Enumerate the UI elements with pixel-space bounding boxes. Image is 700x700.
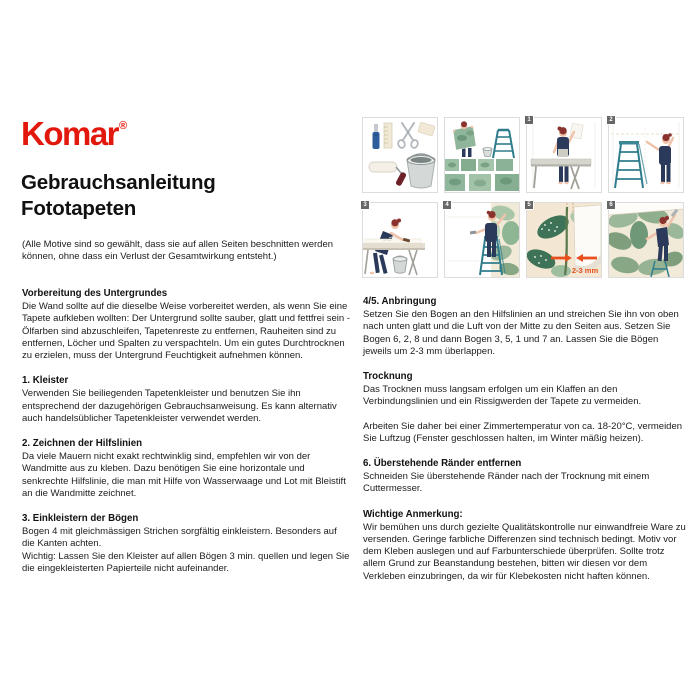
small-bucket-icon (483, 148, 492, 157)
section-paragraph: Arbeiten Sie daher bei einer Zimmertemperatur von ca. 18-20°C, vermeiden Sie Luftzug (Fenster geschlossen halten, im Winter mäßig heizen). (363, 420, 683, 444)
section-paragraph: Bogen 4 mit gleichmässigen Strichen sorgfältig einkleistern. Besonders auf die Kanten achten. (22, 526, 337, 550)
komar-logo-text: Komar (21, 115, 119, 152)
step-3-illustration (363, 203, 437, 277)
step-badge-1: 1 (525, 116, 533, 124)
section-einkleistern (22, 513, 350, 575)
section-title: 3. Einkleistern der Bögen (22, 513, 139, 525)
panel-layout-motif (444, 117, 520, 193)
section-raender-entfernen (363, 458, 687, 496)
panel-step-4-anbringen (444, 202, 520, 278)
section-hilfslinien (22, 438, 350, 500)
right-text-column (363, 296, 687, 583)
step-badge-6: 6 (607, 201, 615, 209)
registered-trademark: ® (119, 120, 128, 132)
panel-step-3-einkleistern (362, 202, 438, 278)
paste-bucket-icon (393, 256, 407, 273)
instruction-illustrations (362, 117, 684, 278)
section-title: 1. Kleister (22, 375, 69, 387)
panel-step-6-raender (608, 202, 684, 278)
bucket-icon (407, 154, 435, 188)
section-title: 6. Überstehende Ränder entfernen (363, 458, 522, 470)
step-badge-4: 4 (443, 201, 451, 209)
section-wichtige-anmerkung (363, 509, 687, 583)
section-paragraph: Das Trocknen muss langsam erfolgen um ein Klaffen an den Verbindungslinien und ein Rissigwerden der Tapete zu vermeiden. (363, 384, 642, 408)
intro-note: (Alle Motive sind so gewählt, dass sie auf allen Seiten beschnitten werden können, ohne dass ein Verlust der Gesamtwirkung entsteht.) (22, 239, 334, 263)
tools-illustration (363, 118, 437, 192)
section-paragraph: Setzen Sie den Bogen an den Hilfslinien an und streichen Sie ihn von oben nach unten glatt und die Luft von der Mitte zu den Seiten aus. Setzen Sie Bogen 6, 2, 8 und dann Bogen 3, 5, 1 und 7 an. Lassen Sie die Bögen jeweils um 2-3 mm überlappen. (363, 309, 679, 357)
step-badge-5: 5 (525, 201, 533, 209)
section-paragraph: Die Wand sollte auf die dieselbe Weise vorbereitet werden, als wenn Sie eine Tapete aufkleben wollten: Der Untergrund sollte sauber, glatt und fettfrei sein - Ölfarben sind abzuschleifen, Tapetenreste zu entfernen, Rauheiten sind zu entfernen, Löcher und Spalten zu verspachteln. Um ein gutes Durchtrocknen zu erzielen, muss der Untergrund Feuchtigkeit aufnehmen können. (22, 301, 350, 362)
page-title (21, 170, 216, 222)
step-badge-2: 2 (607, 116, 615, 124)
section-paragraph: Verwenden Sie beiliegenden Tapetenkleister und benutzen Sie ihn entsprechend der dazugehörigen Gebrauchsanweisung. Es kann alternativ auch handelsüblicher Tapetenkleister verwendet werden. (22, 388, 337, 424)
section-anbringung (363, 296, 687, 358)
folding-ruler-icon (384, 123, 392, 148)
section-paragraph: Da viele Mauern nicht exakt rechtwinklig sind, empfehlen wir von der Wandmitte aus zu kleben. Dazu benötigen Sie eine horizontale und senkrechte Hilfslinie, die man mit Hilfe von Wasserwaage und Lot mit Bleistift an die Wandmitte zeichnet. (22, 451, 346, 499)
step-5-overlap-illustration (527, 203, 601, 277)
step-4-illustration (445, 203, 519, 277)
overlap-measurement-label: 2-3 mm (571, 266, 599, 275)
layout-motif-illustration (445, 118, 519, 192)
step-badge-3: 3 (361, 201, 369, 209)
panel-step-2-hilfslinien (608, 117, 684, 193)
section-paragraph: Schneiden Sie überstehende Ränder nach der Trocknung mit einem Cuttermesser. (363, 471, 650, 495)
panel-tools (362, 117, 438, 193)
komar-logo (21, 114, 126, 150)
section-title: 2. Zeichnen der Hilfslinien (22, 438, 143, 450)
left-text-column (22, 288, 350, 575)
step-1-illustration (527, 118, 601, 192)
floor-sheets (445, 159, 519, 191)
curled-sheet-edge (571, 205, 601, 275)
section-title: 4/5. Anbringung (363, 296, 437, 307)
panel-step-5-ueberlappung (526, 202, 602, 278)
section-title: Trocknung (363, 371, 413, 383)
page-title-line1: Gebrauchsanleitung (21, 171, 216, 194)
page-title-line2: Fototapeten (21, 197, 137, 220)
section-trocknung (363, 371, 687, 445)
panel-step-1-kleister (526, 117, 602, 193)
section-paragraph: Wir bemühen uns durch gezielte Qualitätskontrolle nur einwandfreie Ware zu versenden. Geringe farbliche Differenzen sind technisch bedingt. Motiv vor dem Kleben auslegen und auf Farbunterschiede überprüfen. Sollte trotz allem Grund zur Beanstandung bestehen, bitten wir diesen vor dem Verkleben einzubringen, da wir für Klebekosten nicht haften können. (363, 521, 686, 582)
section-kleister (22, 375, 350, 425)
section-title: Vorbereitung des Untergrundes (22, 288, 168, 299)
section-vorbereitung (22, 288, 350, 362)
step-6-trim-illustration (609, 203, 683, 277)
section-paragraph: Wichtig: Lassen Sie den Kleister auf allen Bögen 3 min. quellen und legen Sie die eingekleisterten Papierteile nicht aufeinander. (22, 550, 350, 574)
section-title: Wichtige Anmerkung: (363, 508, 463, 520)
step-2-illustration (609, 118, 683, 192)
